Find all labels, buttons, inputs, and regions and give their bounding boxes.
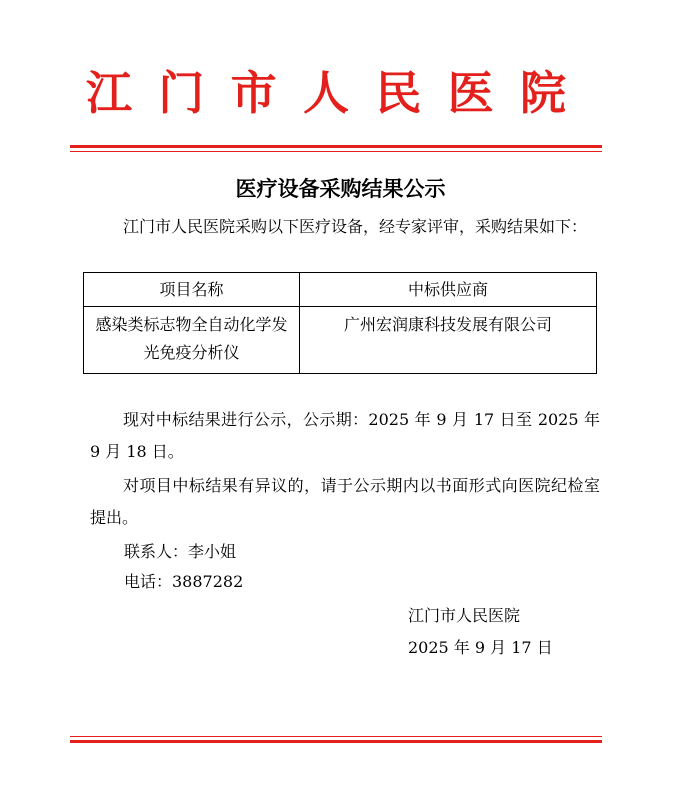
contact-phone: 电话：3887282 (124, 572, 244, 591)
header-char: 门 (158, 66, 205, 120)
footer-divider-thick (70, 740, 602, 743)
header-char: 院 (519, 66, 566, 120)
objection-paragraph: 对项目中标结果有异议的，请于公示期内以书面形式向医院纪检室提出。 (90, 476, 600, 527)
organization-header (86, 58, 566, 128)
header-divider-thin (70, 151, 602, 152)
cell-supplier-name: 广州宏润康科技发展有限公司 (299, 307, 596, 374)
document-title: 医疗设备采购结果公示 (235, 177, 446, 201)
intro-paragraph: 江门市人民医院采购以下医疗设备，经专家评审，采购结果如下： (123, 217, 588, 236)
procurement-result-table (83, 272, 597, 374)
header-char: 医 (447, 66, 494, 120)
notice-paragraph: 现对中标结果进行公示，公示期：2025 年 9 月 17 日至 2025 年 9 月 18 日。 (90, 410, 600, 461)
footer-divider-thin (70, 736, 602, 737)
signature-organization: 江门市人民医院 (408, 606, 521, 625)
table-header-row (84, 273, 597, 307)
header-divider-thick (70, 145, 602, 148)
header-char: 人 (302, 66, 349, 120)
column-header-project: 项目名称 (84, 273, 300, 307)
cell-project-name: 感染类标志物全自动化学发光免疫分析仪 (84, 307, 300, 374)
table-row (84, 307, 597, 374)
contact-person: 联系人：李小姐 (124, 542, 237, 561)
header-char: 市 (230, 66, 277, 120)
signature-date: 2025 年 9 月 17 日 (408, 638, 553, 657)
header-char: 民 (375, 66, 422, 120)
column-header-supplier: 中标供应商 (299, 273, 596, 307)
header-char: 江 (86, 66, 132, 120)
